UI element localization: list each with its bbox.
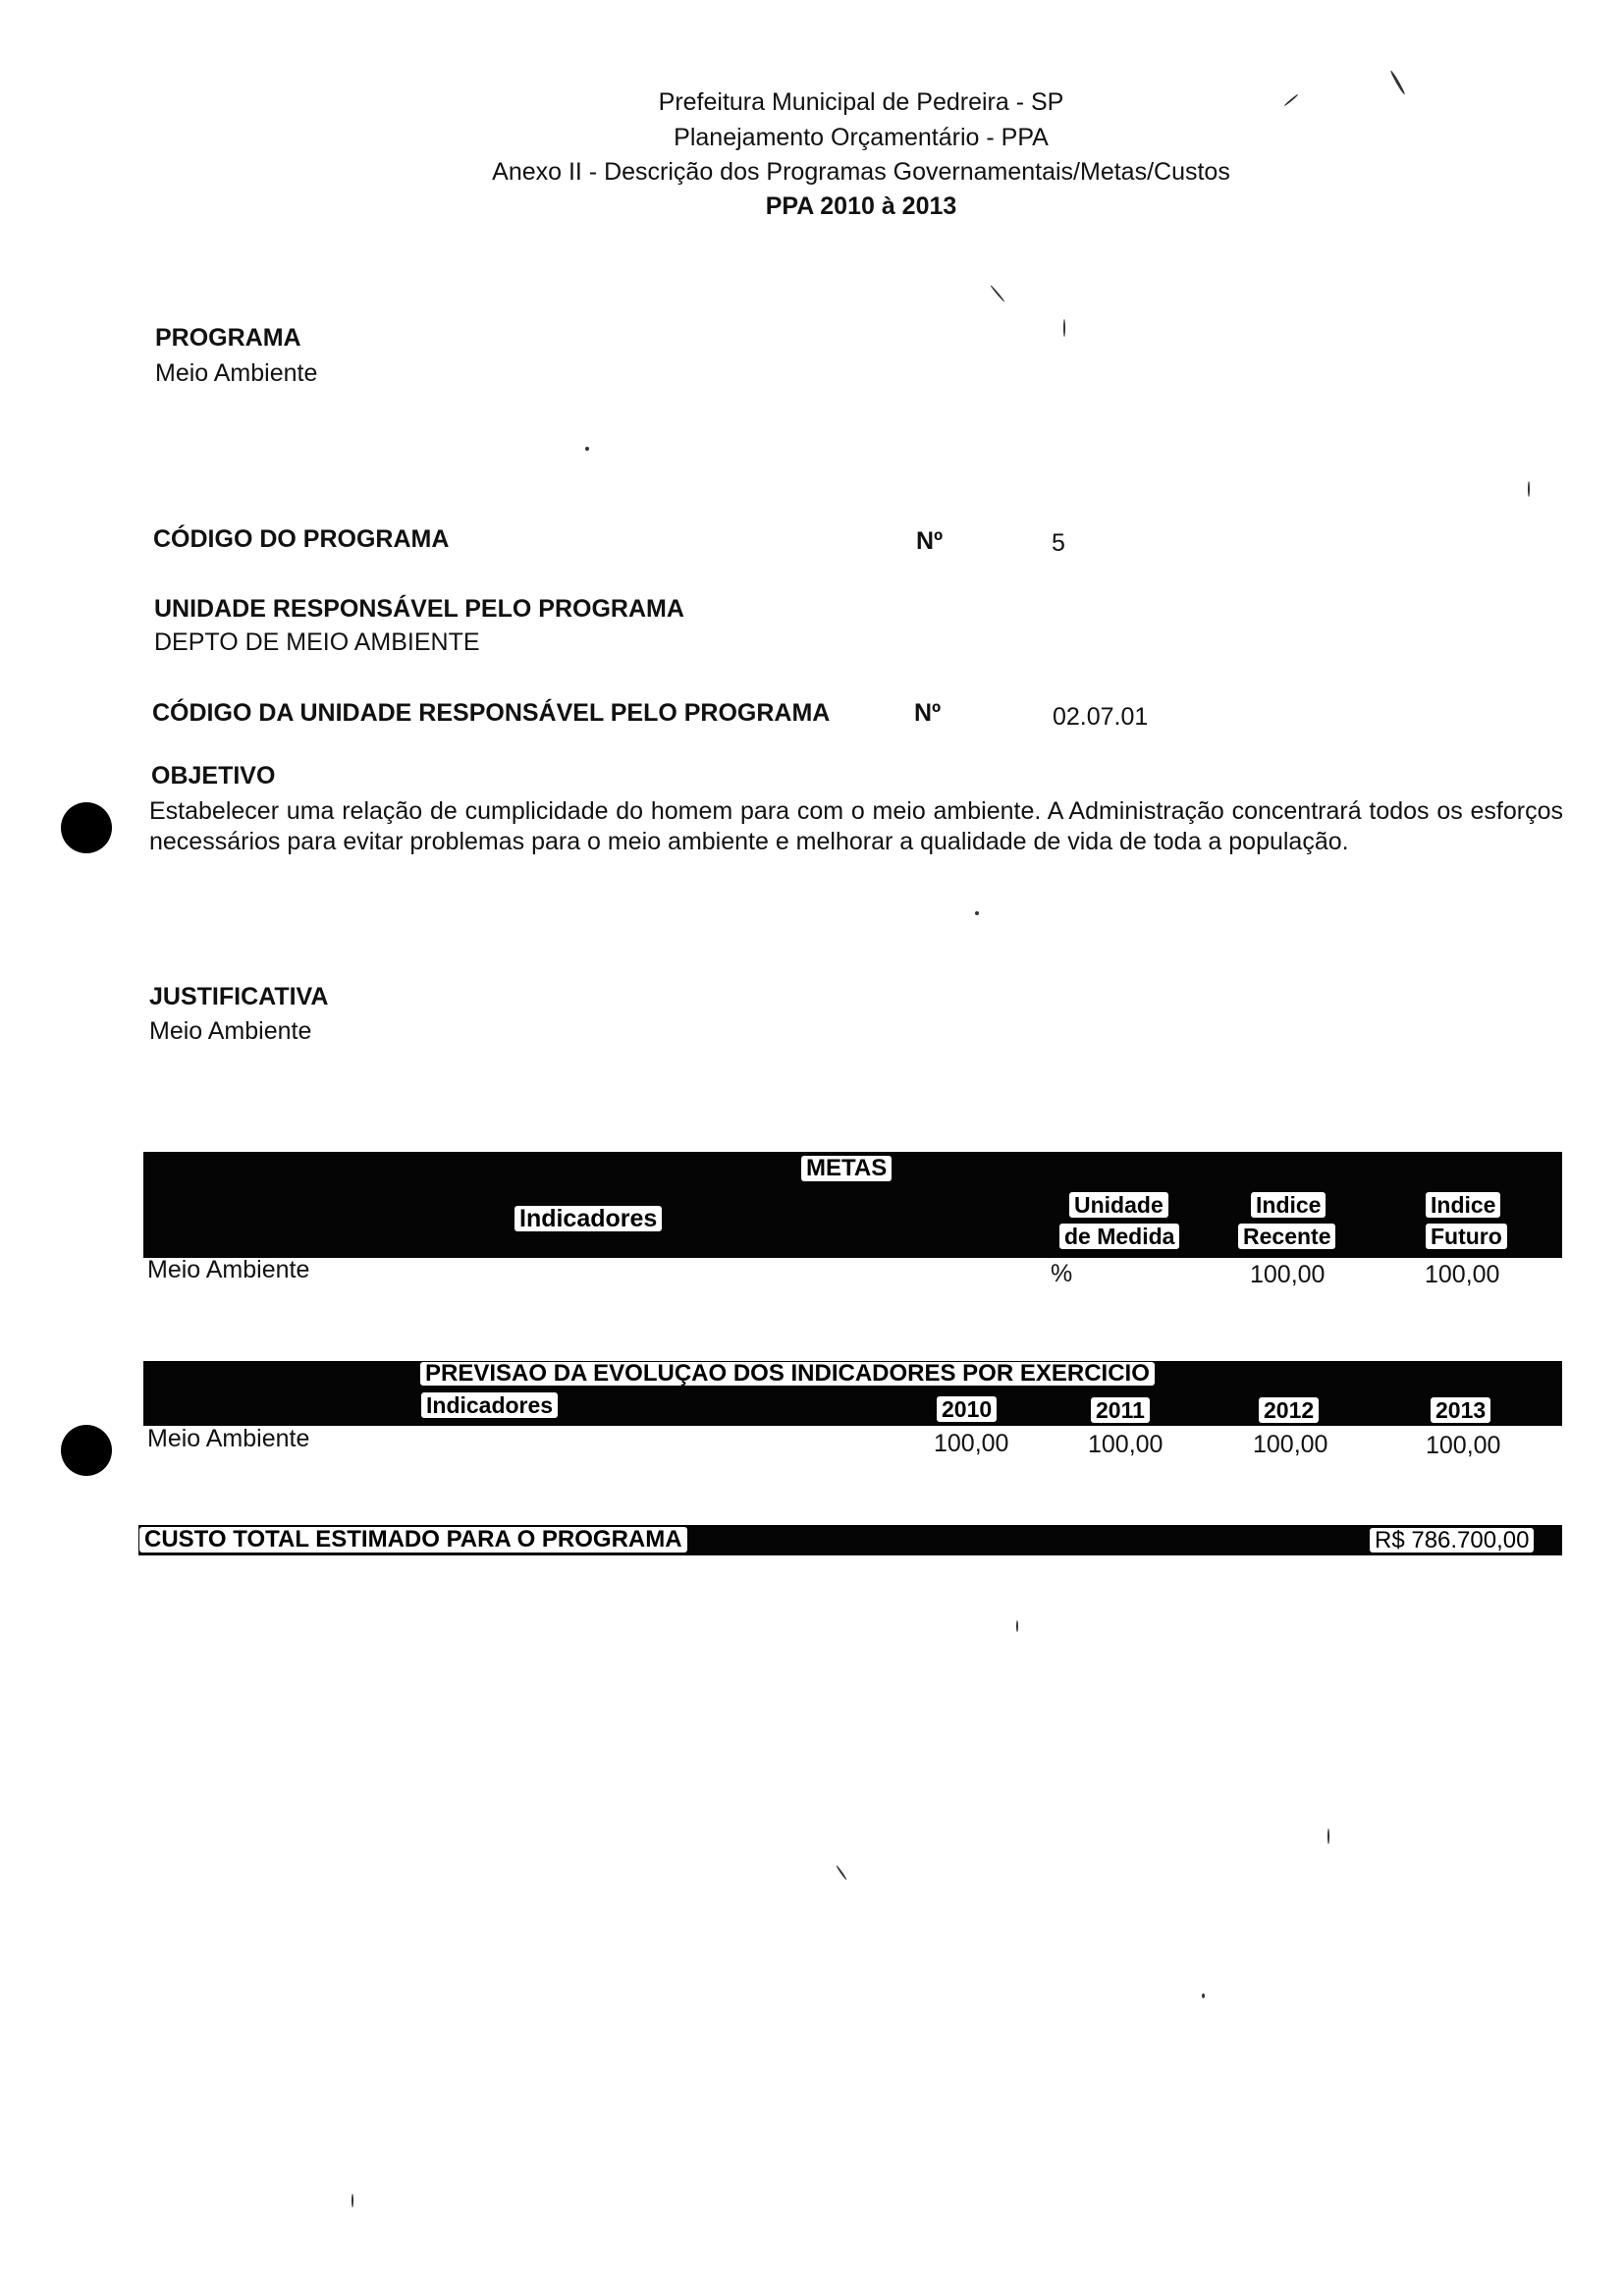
metas-row-recente: 100,00 bbox=[1250, 1261, 1326, 1288]
scan-speck bbox=[1016, 1620, 1018, 1632]
custo-total-label: CUSTO TOTAL ESTIMADO PARA O PROGRAMA bbox=[139, 1527, 687, 1553]
justificativa-label: JUSTIFICATIVA bbox=[149, 983, 329, 1010]
previsao-row-2013: 100,00 bbox=[1426, 1432, 1501, 1459]
previsao-col-2011: 2011 bbox=[1091, 1397, 1150, 1423]
scan-speck bbox=[1327, 1828, 1329, 1844]
scan-speck bbox=[1528, 481, 1530, 497]
header-municipality: Prefeitura Municipal de Pedreira - SP bbox=[658, 88, 1064, 116]
previsao-header-bar bbox=[143, 1361, 1562, 1426]
codigo-programa-label: CÓDIGO DO PROGRAMA bbox=[153, 525, 450, 553]
metas-col-futuro-1: Indice bbox=[1426, 1192, 1500, 1218]
header-planning: Planejamento Orçamentário - PPA bbox=[674, 124, 1049, 151]
header-annex: Anexo II - Descrição dos Programas Governamentais/Metas/Custos bbox=[492, 158, 1230, 186]
previsao-col-indicadores: Indicadores bbox=[421, 1392, 558, 1418]
codigo-unidade-value: 02.07.01 bbox=[1053, 703, 1149, 731]
header-ppa-period: PPA 2010 à 2013 bbox=[765, 192, 957, 220]
codigo-unidade-label: CÓDIGO DA UNIDADE RESPONSÁVEL PELO PROGRAMA bbox=[152, 699, 831, 727]
previsao-row-2012: 100,00 bbox=[1253, 1431, 1328, 1458]
scan-speck bbox=[585, 447, 589, 451]
metas-col-unidade-2: de Medida bbox=[1059, 1224, 1179, 1249]
scan-speck bbox=[990, 285, 1005, 302]
metas-col-futuro-2: Futuro bbox=[1426, 1224, 1507, 1249]
codigo-programa-no-label: Nº bbox=[916, 527, 944, 555]
codigo-programa-value: 5 bbox=[1052, 529, 1065, 557]
programa-value: Meio Ambiente bbox=[155, 359, 318, 387]
previsao-col-2012: 2012 bbox=[1259, 1397, 1319, 1423]
justificativa-value: Meio Ambiente bbox=[149, 1017, 312, 1045]
objetivo-text: Estabelecer uma relação de cumplicidade do homem para com o meio ambiente. A Administração concentrará todos os esforços necessários para evitar problemas para o meio ambiente e melhorar a qualidade de vida de toda a população. bbox=[149, 797, 1563, 855]
programa-label: PROGRAMA bbox=[155, 324, 301, 352]
objetivo-label: OBJETIVO bbox=[151, 762, 276, 790]
scan-speck bbox=[1063, 319, 1065, 337]
custo-total-bar bbox=[138, 1525, 1562, 1555]
metas-col-recente-1: Indice bbox=[1251, 1192, 1326, 1218]
previsao-row-2011: 100,00 bbox=[1088, 1431, 1164, 1458]
scan-speck bbox=[352, 2194, 353, 2207]
scan-speck bbox=[975, 911, 979, 915]
unidade-value: DEPTO DE MEIO AMBIENTE bbox=[154, 628, 480, 656]
scan-speck bbox=[836, 1865, 847, 1880]
metas-col-unidade-1: Unidade bbox=[1069, 1192, 1168, 1218]
metas-title: METAS bbox=[801, 1156, 892, 1181]
unidade-label: UNIDADE RESPONSÁVEL PELO PROGRAMA bbox=[154, 595, 684, 623]
previsao-title: PREVISAO DA EVOLUÇAO DOS INDICADORES POR EXERCICIO bbox=[420, 1362, 1155, 1386]
codigo-unidade-no-label: Nº bbox=[914, 699, 942, 727]
punch-hole-bottom bbox=[61, 1425, 112, 1476]
punch-hole-top bbox=[61, 802, 112, 853]
metas-col-recente-2: Recente bbox=[1238, 1224, 1335, 1249]
previsao-row-indicador: Meio Ambiente bbox=[147, 1425, 310, 1452]
scan-speck bbox=[1202, 1993, 1205, 1998]
metas-row-futuro: 100,00 bbox=[1425, 1261, 1500, 1288]
metas-header-bar bbox=[143, 1152, 1562, 1258]
custo-total-value: R$ 786.700,00 bbox=[1370, 1528, 1534, 1553]
previsao-col-2013: 2013 bbox=[1431, 1397, 1490, 1423]
metas-row-unidade: % bbox=[1051, 1260, 1073, 1287]
previsao-col-2010: 2010 bbox=[937, 1396, 997, 1422]
metas-col-indicadores: Indicadores bbox=[514, 1206, 662, 1231]
previsao-row-2010: 100,00 bbox=[934, 1430, 1009, 1457]
metas-row-indicador: Meio Ambiente bbox=[147, 1256, 310, 1283]
